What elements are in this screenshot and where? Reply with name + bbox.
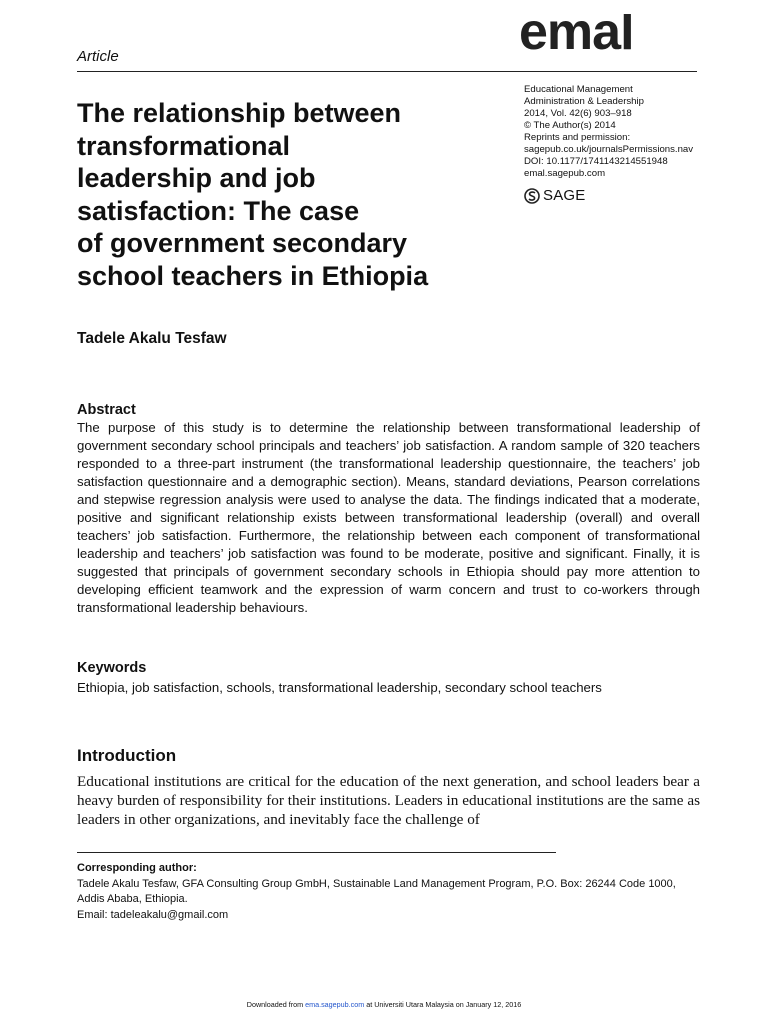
article-type-label: Article (77, 48, 119, 65)
title-line: school teachers in Ethiopia (77, 260, 429, 291)
article-title (77, 97, 497, 292)
footnote-divider (77, 852, 556, 853)
title-line: of government secondary (77, 228, 408, 258)
download-notice (0, 1000, 768, 1009)
journal-info-line: Reprints and permission: (524, 132, 631, 143)
footnote-line: Addis Ababa, Ethiopia. (77, 893, 188, 905)
journal-info-line: sagepub.co.uk/journalsPermissions.nav (524, 144, 694, 155)
journal-info-line: 2014, Vol. 42(6) 903–918 (524, 108, 632, 119)
journal-logo-text: emal (519, 14, 634, 54)
journal-info-line: Administration & Leadership (524, 96, 644, 107)
author-name: Tadele Akalu Tesfaw (77, 330, 227, 347)
footnote-heading: Corresponding author: (77, 862, 197, 874)
abstract-heading: Abstract (77, 402, 136, 418)
title-line: leadership and job (77, 163, 316, 193)
journal-info-line: © The Author(s) 2014 (524, 120, 616, 131)
publisher-logo (524, 187, 585, 204)
download-suffix: at Universiti Utara Malaysia on January 12, 2016 (364, 1000, 522, 1009)
journal-info-block (524, 84, 693, 180)
journal-logo (519, 14, 701, 59)
sage-logo-text: SAGE (543, 187, 586, 204)
footnote-line: Tadele Akalu Tesfaw, GFA Consulting Group GmbH, Sustainable Land Management Program, P.O. Box: 26244 Code 1000, (77, 877, 676, 890)
introduction-text: Educational institutions are critical for the education of the next generation, and school leaders bear a heavy burden of responsibility for their institutions. Leaders in educational institutions are the same as leaders in other organizations, and inevitably face the challenge of (77, 773, 700, 828)
journal-info-line: Educational Management (524, 84, 633, 95)
download-prefix: Downloaded from (246, 1000, 306, 1009)
title-line: transformational (77, 130, 291, 161)
footnote-line: Email: tadeleakalu@gmail.com (77, 908, 229, 921)
journal-info-line: emal.sagepub.com (524, 168, 606, 179)
title-line: satisfaction: The case (77, 195, 360, 226)
keywords-text: Ethiopia, job satisfaction, schools, transformational leadership, secondary school teachers (77, 680, 602, 695)
download-source-link[interactable]: ema.sagepub.com (305, 1000, 365, 1009)
abstract-text: The purpose of this study is to determine the relationship between transformational leadership of government secondary school principals and teachers’ job satisfaction. A random sample of 320 teachers responded to a three-part instrument (the transformational leadership questionnaire, the teachers’ job satisfaction questionnaire and a demographic section). Means, standard deviations, Pearson correlations and stepwise regression analysis were used to analyse the data. The findings indicated that a moderate, positive and significant relationship exists between transformational leadership (overall) and overall teachers’ job satisfaction. Furthermore, the relationship between each component of transformational leadership and teachers’ job satisfaction was found to be moderate, positive and significant. Finally, it is suggested that principals of government secondary schools in Ethiopia should pay more attention to developing efficient teamwork and the expression of warm concern and trust to co-workers through transformational leadership behaviours. (77, 420, 700, 615)
header-divider (77, 71, 697, 72)
title-line: The relationship between (77, 98, 402, 128)
introduction-heading: Introduction (77, 746, 177, 765)
journal-info-line: DOI: 10.1177/1741143214551948 (524, 156, 668, 167)
sage-logo-icon (524, 188, 540, 204)
corresponding-author-footnote (77, 861, 717, 923)
keywords-heading: Keywords (77, 660, 147, 676)
